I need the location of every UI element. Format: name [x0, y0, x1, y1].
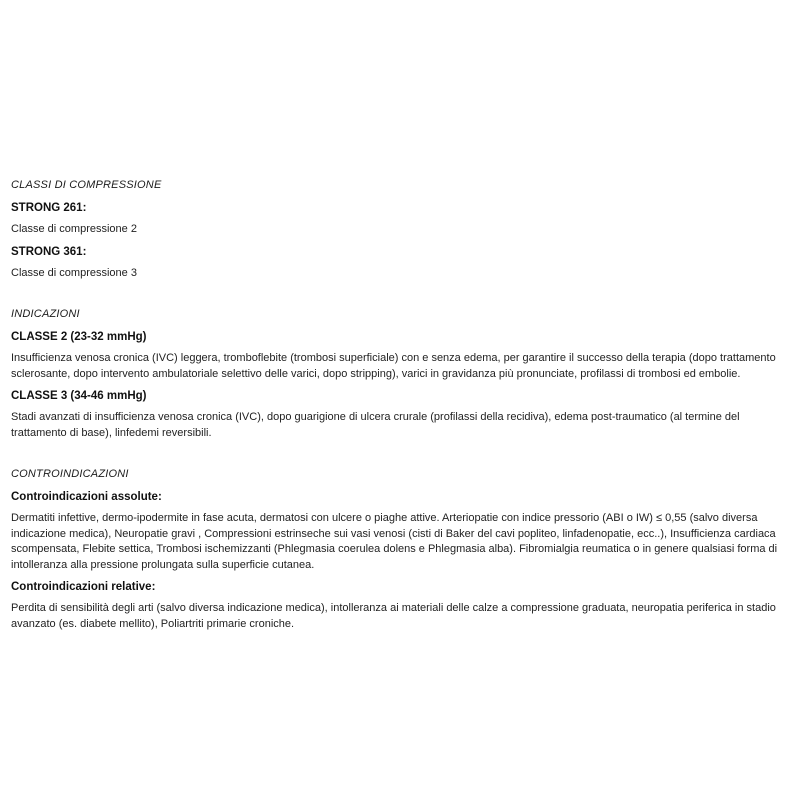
- section-classi-di-compressione: [11, 179, 790, 281]
- section-indicazioni: [11, 308, 790, 441]
- product-name-strong-261: STRONG 261:: [11, 202, 87, 214]
- paragraph-classe-3: Stadi avanzati di insufficienza venosa cronica (IVC), dopo guarigione di ulcera crurale (profilassi della recidiva), edema post-traumatico (al termine del trattamento di base), linfedemi reversibili.: [11, 411, 740, 439]
- paragraph-classe-2: Insufficienza venosa cronica (IVC) leggera, tromboflebite (trombosi superficiale) con e senza edema, per garantire il successo della terapia (dopo trattamento sclerosante, dopo intervento ambulatoriale selettivo delle varici, dopo stripping), varici in gravidanza più pronunciate, profilassi di trombosi ed embolie.: [11, 352, 776, 380]
- paragraph-controindicazioni-relative: Perdita di sensibilità degli arti (salvo diversa indicazione medica), intolleranza ai materiali delle calze a compressione graduata, neuropatia periferica in stadio avanzato (es. diabete mellito), Poliartriti primarie croniche.: [11, 602, 776, 630]
- product-class-strong-261: Classe di compressione 2: [11, 223, 137, 235]
- subheading-controindicazioni-assolute: Controindicazioni assolute:: [11, 491, 162, 503]
- section-heading-indicazioni: INDICAZIONI: [11, 308, 80, 320]
- section-heading-controindicazioni: CONTROINDICAZIONI: [11, 468, 129, 480]
- subheading-controindicazioni-relative: Controindicazioni relative:: [11, 581, 156, 593]
- paragraph-controindicazioni-assolute: Dermatiti infettive, dermo-ipodermite in fase acuta, dermatosi con ulcere o piaghe attive. Arteriopatie con indice pressorio (ABI o IW) ≤ 0,55 (salvo diversa indicazione medica), Neuropatie gravi , Compressioni estrinseche sui vasi venosi (cisti di Baker del cavi popliteo, linfadenopatie, ecc..), Insufficienza cardiaca scompensata, Flebite settica, Trombosi ischemizzanti (Phlegmasia coerulea dolens e Phlegmasia alba). Fibromialgia reumatica o in genere qualsiasi forma di intolleranza alla pressione prolungata sulla superficie cutanea.: [11, 512, 778, 571]
- product-class-strong-361: Classe di compressione 3: [11, 266, 137, 279]
- product-name-strong-361: STRONG 361:: [11, 245, 87, 258]
- section-controindicazioni: [11, 468, 790, 632]
- subheading-classe-2: CLASSE 2 (23-32 mmHg): [11, 331, 147, 343]
- subheading-classe-3: CLASSE 3 (34-46 mmHg): [11, 390, 147, 402]
- section-heading-classi-di-compressione: CLASSI DI COMPRESSIONE: [11, 179, 162, 191]
